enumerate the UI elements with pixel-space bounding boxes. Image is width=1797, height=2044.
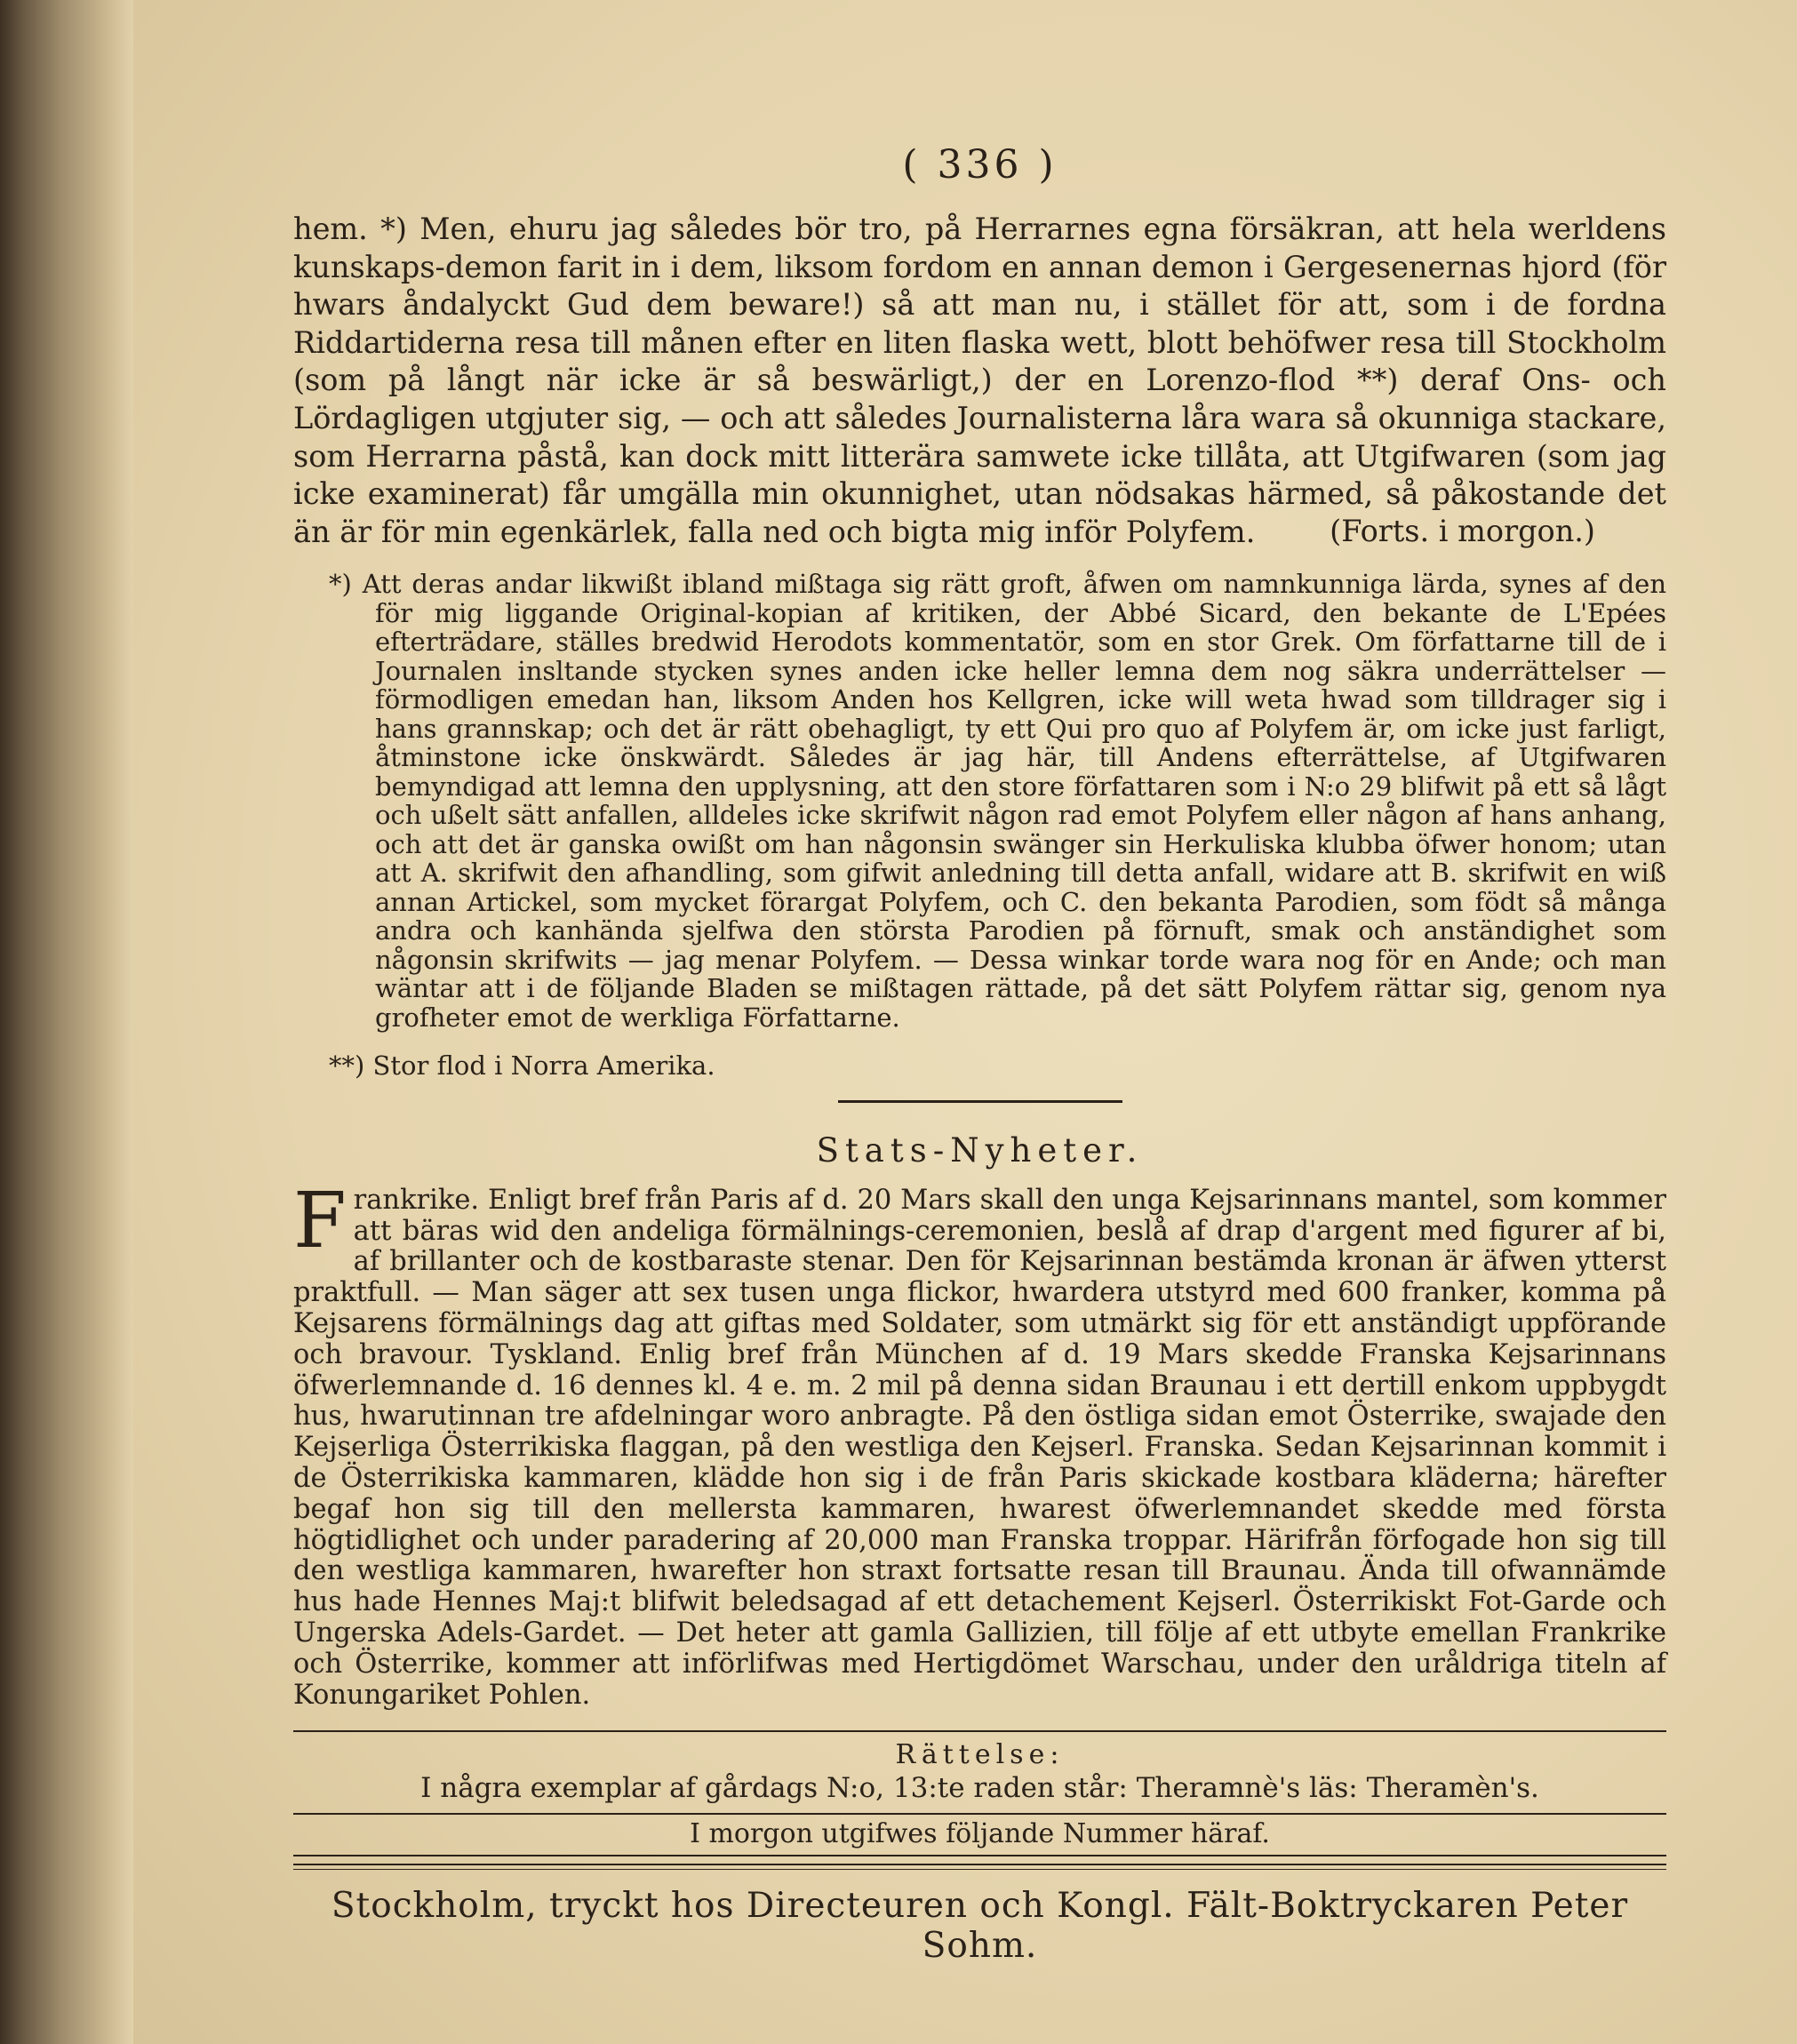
page-number: ( 336 )	[902, 142, 1058, 188]
news-text: rankrike. Enligt bref från Paris af d. 20 Mars skall den unga Kejsarinnans mantel, som kommer att bäras wid den andeliga förmälnings-ceremonien, beslå af drap d'argent med figurer af bi, af brillanter och de kostbaraste stenar. Den för Kejsarinnan bestämda kronan är äfwen ytterst praktfull. — Man säger att sex tusen unga flickor, hwardera utstyrd med 600 franker, komma på Kejsarens förmälnings dag att giftas med Soldater, som utmärkt sig för ett anständigt uppförande och bravour. Tyskland. Enlig bref från München af d. 19 Mars skedde Franska Kejsarinnans öfwerlemnande d. 16 dennes kl. 4 e. m. 2 mil på denna sidan Braunau i ett dertill enkom uppbygdt hus, hwarutinnan tre afdelningar woro anbragte. På den östliga sidan emot Österrike, swajade den Kejserliga Österrikiska flaggan, på den westliga den Kejserl. Franska. Sedan Kejsarinnan kommit i de Österrikiska kammaren, klädde hon sig i de från Paris skickade kostbara kläderna; härefter begaf hon sig till den mellersta kammaren, hwarest öfwerlemnandet skedde med första högtidlighet och under paradering af 20,000 man Franska troppar. Härifrån förfogade hon sig till den westliga kammaren, hwarefter hon straxt fortsatte resan till Braunau. Ända till ofwannämde hus hade Hennes Maj:t blifwit beledsagad af ett detachement Kejserl. Österrikiskt Fot-Garde och Ungerska Adels-Gardet. — Det heter att gamla Gallizien, till följe af ett utbyte emellan Frankrike och Österrike, kommer att införlifwas med Hertigdömet Warschau, under den uråldriga titeln af Konungariket Pohlen.	[293, 1184, 1666, 1711]
footnote-2: **) Stor flod i Norra Amerika.	[329, 1050, 715, 1082]
section-title: Stats-Nyheter.	[816, 1130, 1144, 1170]
book-spine	[0, 0, 133, 2044]
main-paragraph: hem. *) Men, ehuru jag således bör tro, på Herrarnes egna försäkran, att hela werldens kunskaps-demon farit in i dem, liksom fordom en annan demon i Gergesenernas hjord (för hwars åndalyckt Gud dem beware!) så att man nu, i stället för att, som i de fordna Riddartiderna resa till månen efter en liten flaska wett, blott behöfwer resa till Stockholm (som på långt när icke är så beswärligt,) der en Lorenzo-flod **) deraf Ons- och Lördagligen utgjuter sig, — och att således Journalisterna låra wara så okunniga stackare, som Herrarna påstå, kan dock mitt litterära samwete icke tillåta, att Utgifwaren (som jag icke examinerat) får umgälla min okunnighet, utan nödsakas härmed, så påkostande det än är för min egenkärlek, falla ned och bigta mig inför Polyfem.	[293, 212, 1666, 549]
next-issue-notice: I morgon utgifwes följande Nummer häraf.	[293, 1813, 1666, 1856]
continuation-note: (Forts. i morgon.)	[1330, 514, 1595, 549]
page-content	[293, 142, 1666, 1966]
section-divider	[838, 1100, 1122, 1103]
correction-divider	[293, 1730, 1666, 1732]
drop-cap: F	[293, 1176, 347, 1266]
correction-title: Rättelse:	[895, 1739, 1065, 1771]
news-paragraph	[293, 1176, 1666, 1712]
footnotes	[329, 570, 1666, 1081]
correction-text: I några exemplar af gårdags N:o, 13:te raden står: Theramnè's läs: Theramèn's.	[420, 1772, 1539, 1805]
imprint-divider	[293, 1864, 1666, 1870]
footnote-1: *) Att deras andar likwißt ibland mißtaga sig rätt groft, åfwen om namnkunniga lärda, synes af den för mig liggande Original-kopian af kritiken, der Abbé Sicard, den bekante de L'Epées efterträdare, ställes bredwid Herodots kommentatör, som en stor Grek. Om författarne till de i Journalen insltande stycken synes anden icke heller lemna dem nog säkra underrättelser — förmodligen emedan han, liksom Anden hos Kellgren, icke will weta hwad som tilldrager sig i hans grannskap; och det är rätt obehagligt, ty ett Qui pro quo af Polyfem är, om icke just farligt, åtminstone icke önskwärdt. Således är jag här, till Andens efterrättelse, af Utgifwaren bemyndigad att lemna den upplysning, att den store författaren som i N:o 29 blifwit på ett så lågt och ußelt sätt anfallen, alldeles icke skrifwit någon rad emot Polyfem eller någon af hans anhang, och att det är ganska owißt om han någonsin swänger sin Herkuliska klubba öfwer honom; utan att A. skrifwit den afhandling, som gifwit anledning till detta anfall, widare att B. skrifwit en wiß annan Artickel, som mycket förargat Polyfem, och C. den bekanta Parodien, som födt så många andra och kanhända sjelfwa den största Parodien på förnuft, smak och anständighet som någonsin skrifwits — jag menar Polyfem. — Dessa winkar torde wara nog för en Ande; och man wäntar att i de följande Bladen se mißtagen rättade, på det sätt Polyfem rättar sig, genom nya grofheter emot de werkliga Författarne.	[329, 569, 1666, 1033]
imprint: Stockholm, tryckt hos Directeuren och Kongl. Fält-Boktryckaren Peter Sohm.	[331, 1886, 1629, 1967]
